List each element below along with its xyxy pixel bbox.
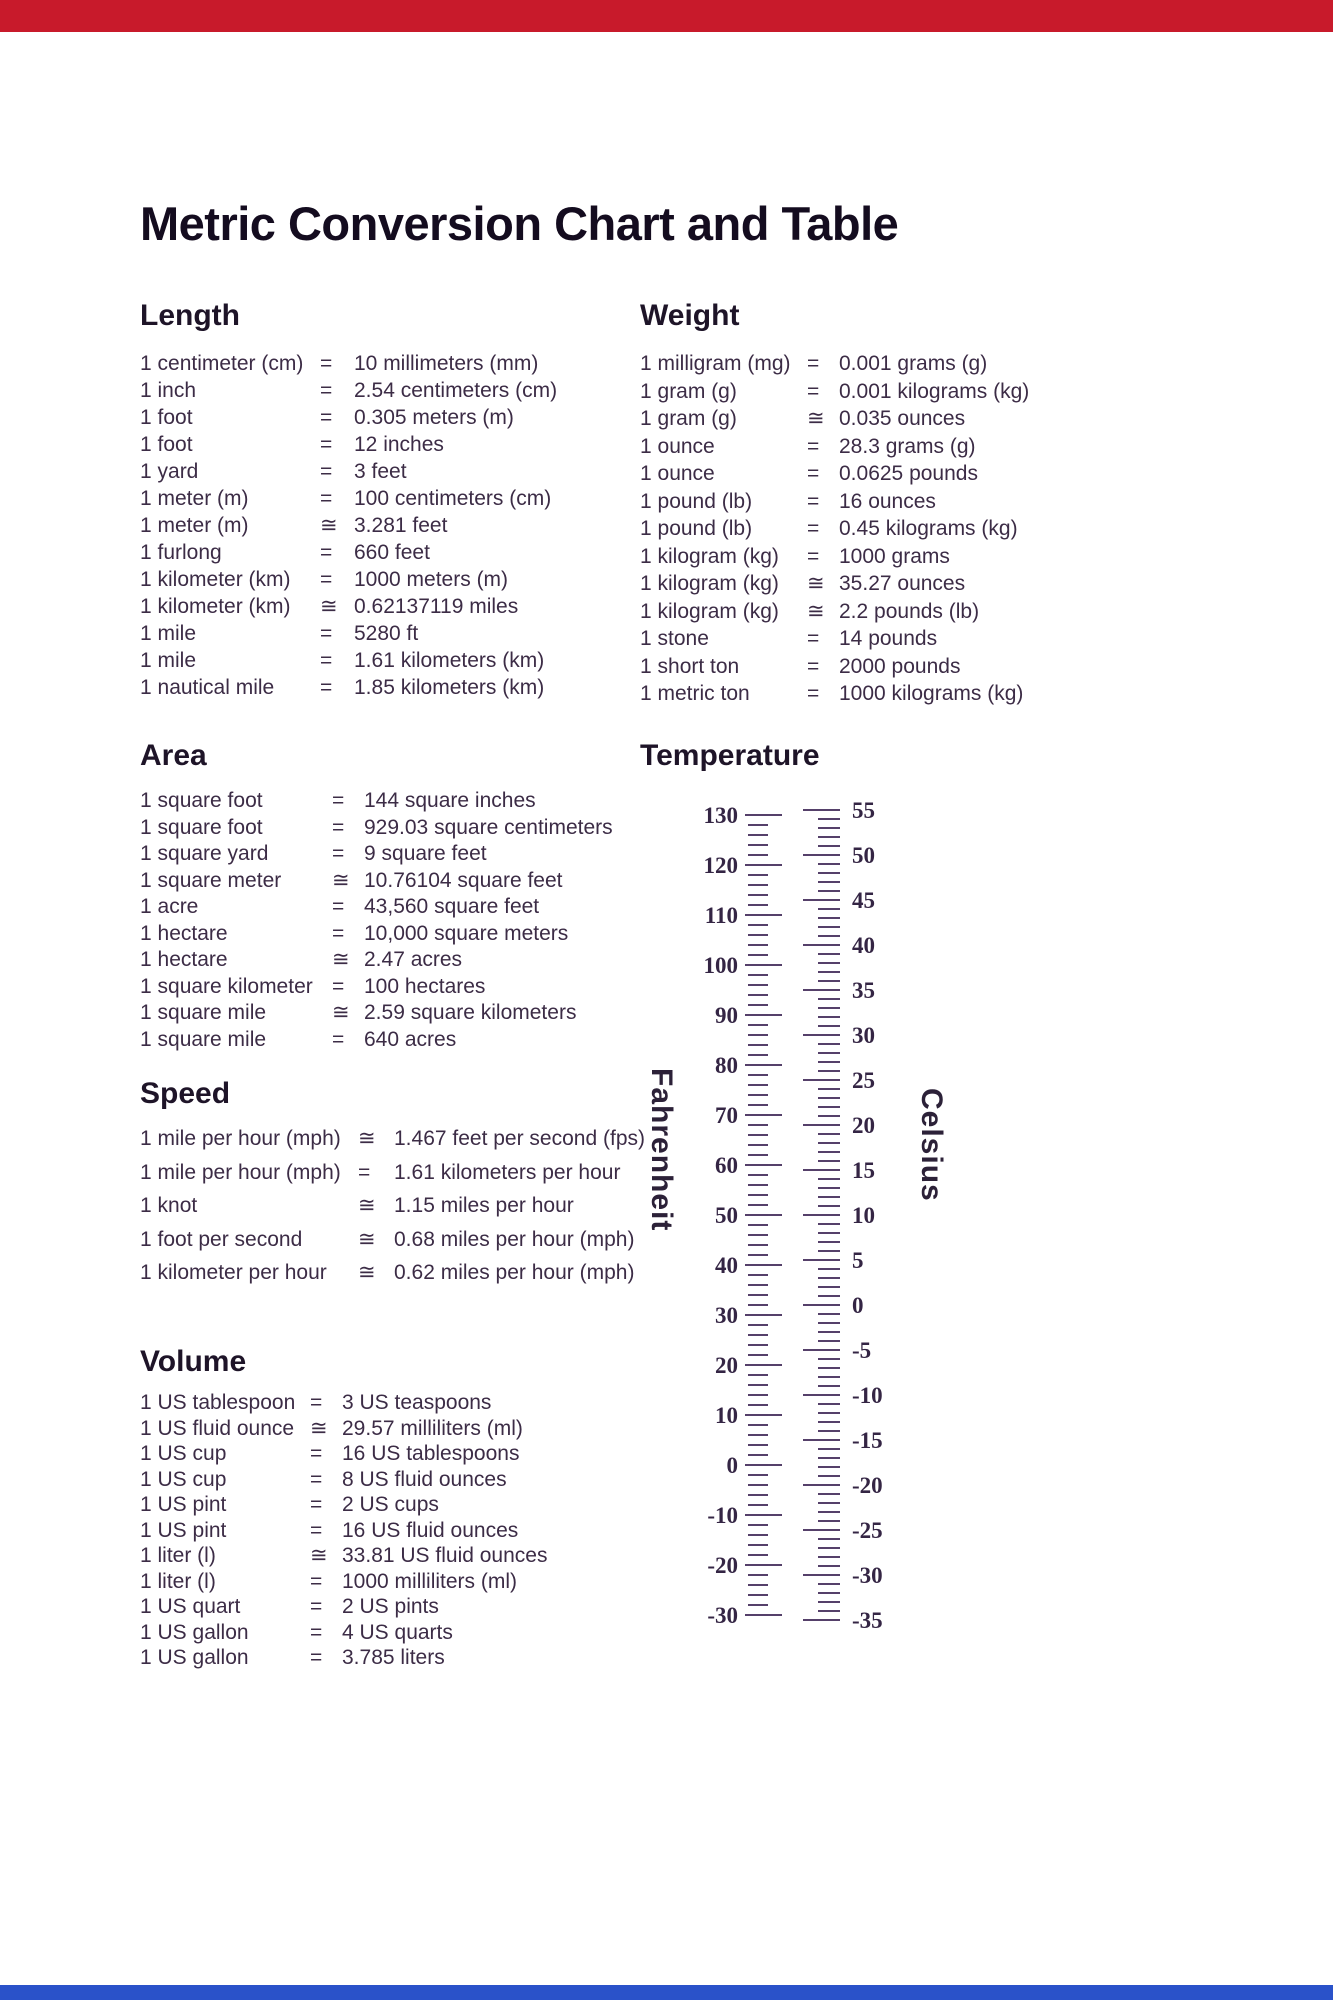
conversion-value: 14 pounds — [839, 627, 938, 650]
conversion-value: 3 feet — [354, 460, 407, 483]
conversion-value: 2.2 pounds (lb) — [839, 599, 980, 623]
conversion-row — [140, 868, 620, 895]
equals-operator: = — [332, 842, 345, 865]
conversion-term: 1 gram (g) — [640, 379, 737, 403]
area-table — [140, 788, 620, 1053]
volume-table — [140, 1390, 620, 1671]
conversion-row — [140, 674, 620, 701]
celsius-tick-label: -20 — [852, 1473, 883, 1498]
celsius-tick-label: 0 — [852, 1293, 864, 1318]
celsius-tick-label: 30 — [852, 1023, 875, 1048]
conversion-value: 0.305 meters (m) — [354, 406, 514, 429]
conversion-row — [140, 1569, 620, 1595]
equals-operator: = — [807, 517, 820, 540]
weight-heading: Weight — [640, 299, 740, 332]
conversion-term: 1 square yard — [140, 842, 269, 865]
conversion-value: 2.47 acres — [364, 948, 463, 971]
conversion-value: 660 feet — [354, 541, 430, 564]
equals-operator: = — [332, 789, 345, 812]
conversion-value: 0.45 kilograms (kg) — [839, 517, 1018, 540]
section-weight — [640, 298, 1200, 708]
celsius-tick-label: 45 — [852, 888, 875, 913]
bottom-blue-bar — [0, 1985, 1333, 2000]
celsius-tick-label: 55 — [852, 800, 875, 823]
top-red-bar — [0, 0, 1333, 32]
conversion-value: 12 inches — [354, 433, 444, 456]
speed-heading: Speed — [140, 1077, 231, 1110]
conversion-row — [140, 1256, 640, 1290]
celsius-tick-label: 40 — [852, 933, 875, 958]
equals-operator: ≅ — [358, 1227, 376, 1251]
conversion-row — [640, 433, 1200, 461]
conversion-row — [140, 647, 620, 674]
conversion-row — [640, 680, 1200, 708]
conversion-value: 1000 kilograms (kg) — [839, 682, 1024, 705]
section-length — [140, 298, 620, 701]
temperature-heading: Temperature — [640, 739, 820, 772]
speed-table — [140, 1122, 645, 1290]
conversion-term: 1 kilometer (km) — [140, 568, 291, 591]
conversion-value: 10 millimeters (mm) — [354, 352, 539, 375]
conversion-term: 1 kilogram (kg) — [640, 599, 779, 623]
conversion-term: 1 square meter — [140, 868, 282, 892]
conversion-term: 1 furlong — [140, 541, 222, 564]
conversion-value: 1000 milliliters (ml) — [342, 1569, 518, 1593]
conversion-row — [140, 1467, 620, 1493]
conversion-row — [640, 488, 1200, 516]
conversion-row — [140, 1620, 620, 1646]
conversion-term: 1 mile per hour (mph) — [140, 1127, 341, 1150]
conversion-term: 1 milligram (mg) — [640, 352, 791, 375]
conversion-term: 1 metric ton — [640, 682, 750, 705]
conversion-row — [140, 350, 620, 377]
conversion-row — [640, 460, 1200, 488]
conversion-row — [140, 566, 620, 593]
conversion-row — [140, 1027, 620, 1054]
conversion-term: 1 square foot — [140, 815, 263, 839]
equals-operator: = — [332, 815, 345, 839]
conversion-term: 1 US gallon — [140, 1646, 249, 1669]
equals-operator: = — [310, 1595, 323, 1618]
celsius-tick-label: -35 — [852, 1608, 883, 1633]
conversion-row — [140, 788, 620, 815]
conversion-value: 28.3 grams (g) — [839, 434, 976, 458]
conversion-value: 35.27 ounces — [839, 572, 966, 595]
page-title: Metric Conversion Chart and Table — [140, 197, 899, 250]
fahrenheit-tick-label: 0 — [726, 1453, 738, 1478]
conversion-row — [140, 458, 620, 485]
equals-operator: ≅ — [332, 1001, 350, 1024]
conversion-value: 0.035 ounces — [839, 407, 966, 430]
equals-operator: = — [332, 1027, 345, 1051]
conversion-term: 1 liter (l) — [140, 1544, 216, 1567]
equals-operator: ≅ — [807, 572, 825, 595]
temperature-scales-chart — [630, 800, 970, 1650]
conversion-term: 1 pound (lb) — [640, 489, 753, 513]
celsius-tick-label: 5 — [852, 1248, 864, 1273]
conversion-term: 1 square foot — [140, 789, 263, 812]
conversion-term: 1 meter (m) — [140, 514, 249, 537]
equals-operator: = — [310, 1493, 323, 1516]
equals-operator: = — [807, 352, 820, 375]
equals-operator: = — [320, 649, 333, 672]
length-table — [140, 350, 620, 701]
conversion-value: 0.0625 pounds — [839, 462, 978, 485]
weight-table — [640, 350, 1200, 708]
equals-operator: = — [320, 487, 333, 510]
equals-operator: ≅ — [358, 1261, 376, 1284]
conversion-term: 1 mile per hour (mph) — [140, 1160, 341, 1184]
conversion-row — [140, 1122, 645, 1156]
conversion-value: 3.785 liters — [342, 1646, 445, 1669]
equals-operator: = — [310, 1518, 323, 1542]
equals-operator: ≅ — [358, 1127, 376, 1150]
equals-operator: = — [807, 682, 820, 705]
equals-operator: = — [807, 654, 820, 678]
equals-operator: = — [807, 379, 820, 403]
conversion-term: 1 US cup — [140, 1442, 227, 1465]
conversion-term: 1 gram (g) — [640, 407, 737, 430]
conversion-row — [140, 1000, 620, 1027]
fahrenheit-tick-label: 80 — [715, 1053, 738, 1078]
conversion-row — [140, 539, 620, 566]
celsius-tick-label: 35 — [852, 978, 875, 1003]
conversion-row — [140, 1543, 620, 1569]
fahrenheit-axis-label: Fahrenheit — [645, 1068, 678, 1232]
conversion-value: 1000 grams — [839, 544, 950, 568]
conversion-row — [140, 1390, 620, 1416]
fahrenheit-tick-label: 120 — [703, 853, 738, 878]
conversion-value: 100 centimeters (cm) — [354, 487, 552, 510]
fahrenheit-tick-label: 10 — [715, 1403, 738, 1428]
fahrenheit-tick-label: -20 — [707, 1553, 738, 1578]
section-speed — [140, 1076, 645, 1290]
equals-operator: = — [807, 434, 820, 458]
conversion-value: 1.61 kilometers (km) — [354, 649, 545, 672]
conversion-term: 1 yard — [140, 460, 199, 483]
conversion-term: 1 stone — [640, 627, 709, 650]
equals-operator: = — [310, 1442, 323, 1465]
equals-operator: ≅ — [310, 1544, 328, 1567]
equals-operator: = — [320, 460, 333, 483]
conversion-term: 1 US tablespoon — [140, 1391, 296, 1414]
equals-operator: = — [320, 433, 333, 456]
conversion-term: 1 US pint — [140, 1493, 227, 1516]
conversion-term: 1 ounce — [640, 434, 715, 458]
conversion-term: 1 kilometer (km) — [140, 595, 291, 618]
conversion-value: 2.54 centimeters (cm) — [354, 379, 558, 402]
conversion-row — [640, 570, 1200, 598]
conversion-row — [640, 598, 1200, 626]
celsius-tick-label: 25 — [852, 1068, 875, 1093]
conversion-term: 1 hectare — [140, 948, 228, 971]
equals-operator: = — [320, 568, 333, 591]
conversion-value: 0.001 grams (g) — [839, 352, 988, 375]
celsius-tick-label: 20 — [852, 1113, 875, 1138]
equals-operator: ≅ — [358, 1194, 376, 1217]
conversion-term: 1 kilometer per hour — [140, 1261, 327, 1284]
conversion-row — [140, 894, 620, 921]
equals-operator: ≅ — [320, 514, 338, 537]
section-area — [140, 738, 620, 1053]
conversion-row — [140, 815, 620, 842]
equals-operator: = — [807, 544, 820, 568]
conversion-row — [140, 593, 620, 620]
conversion-term: 1 centimeter (cm) — [140, 352, 304, 375]
conversion-row — [140, 431, 620, 458]
conversion-term: 1 pound (lb) — [640, 517, 753, 540]
conversion-row — [140, 1645, 620, 1671]
fahrenheit-tick-label: 90 — [715, 1003, 738, 1028]
conversion-row — [140, 1441, 620, 1467]
conversion-term: 1 US cup — [140, 1467, 227, 1491]
conversion-value: 3.281 feet — [354, 514, 448, 537]
conversion-row — [140, 1518, 620, 1544]
equals-operator: = — [320, 622, 333, 645]
conversion-term: 1 US pint — [140, 1518, 227, 1542]
conversion-term: 1 kilogram (kg) — [640, 572, 779, 595]
equals-operator: ≅ — [310, 1416, 328, 1440]
area-heading: Area — [140, 739, 207, 772]
conversion-row — [140, 1189, 640, 1223]
conversion-term: 1 mile — [140, 622, 197, 645]
equals-operator: = — [310, 1467, 323, 1491]
fahrenheit-tick-label: 100 — [703, 953, 738, 978]
fahrenheit-tick-label: 130 — [703, 803, 738, 828]
conversion-row — [640, 625, 1200, 653]
fahrenheit-tick-label: 60 — [715, 1153, 738, 1178]
conversion-row — [640, 378, 1200, 406]
fahrenheit-tick-label: 30 — [715, 1303, 738, 1328]
conversion-row — [140, 1416, 620, 1442]
conversion-value: 29.57 milliliters (ml) — [342, 1416, 523, 1440]
fahrenheit-tick-label: 20 — [715, 1353, 738, 1378]
equals-operator: ≅ — [807, 599, 825, 623]
conversion-value: 640 acres — [364, 1027, 457, 1051]
conversion-value: 0.62 miles per hour (mph) — [394, 1261, 635, 1284]
conversion-value: 2000 pounds — [839, 654, 961, 678]
equals-operator: = — [320, 541, 333, 564]
equals-operator: ≅ — [332, 868, 350, 892]
conversion-value: 8 US fluid ounces — [342, 1467, 507, 1491]
length-heading: Length — [140, 299, 240, 332]
conversion-value: 1.85 kilometers (km) — [354, 676, 545, 699]
conversion-term: 1 US gallon — [140, 1620, 249, 1644]
conversion-term: 1 nautical mile — [140, 676, 275, 699]
equals-operator: = — [807, 462, 820, 485]
equals-operator: ≅ — [332, 948, 350, 971]
conversion-value: 1.61 kilometers per hour — [394, 1160, 621, 1184]
conversion-term: 1 liter (l) — [140, 1569, 216, 1593]
equals-operator: = — [310, 1569, 323, 1593]
conversion-value: 10.76104 square feet — [364, 868, 563, 892]
conversion-row — [140, 377, 620, 404]
conversion-value: 16 US tablespoons — [342, 1442, 520, 1465]
conversion-value: 1.467 feet per second (fps) — [394, 1127, 645, 1150]
conversion-value: 1000 meters (m) — [354, 568, 509, 591]
conversion-term: 1 square mile — [140, 1001, 267, 1024]
conversion-row — [140, 1594, 620, 1620]
conversion-value: 2.59 square kilometers — [364, 1001, 577, 1024]
conversion-term: 1 square kilometer — [140, 974, 313, 998]
conversion-value: 100 hectares — [364, 974, 486, 998]
equals-operator: = — [320, 379, 333, 402]
conversion-row — [140, 947, 620, 974]
conversion-term: 1 US quart — [140, 1595, 241, 1618]
conversion-row — [140, 620, 620, 647]
equals-operator: = — [310, 1391, 323, 1414]
conversion-value: 16 ounces — [839, 489, 936, 513]
conversion-value: 10,000 square meters — [364, 921, 569, 945]
conversion-value: 1.15 miles per hour — [394, 1194, 574, 1217]
celsius-tick-label: -10 — [852, 1383, 883, 1408]
equals-operator: = — [358, 1160, 371, 1184]
conversion-value: 0.68 miles per hour (mph) — [394, 1227, 635, 1251]
fahrenheit-tick-label: -30 — [707, 1603, 738, 1628]
conversion-row — [640, 543, 1200, 571]
equals-operator: = — [310, 1620, 323, 1644]
conversion-row — [140, 512, 620, 539]
conversion-row — [140, 1223, 640, 1257]
conversion-value: 9 square feet — [364, 842, 487, 865]
conversion-row — [140, 841, 620, 868]
conversion-value: 33.81 US fluid ounces — [342, 1544, 548, 1567]
fahrenheit-tick-label: 110 — [704, 903, 738, 928]
conversion-row — [140, 1156, 640, 1190]
conversion-term: 1 US fluid ounce — [140, 1416, 295, 1440]
conversion-value: 5280 ft — [354, 622, 419, 645]
conversion-row — [140, 485, 620, 512]
celsius-tick-label: 50 — [852, 843, 875, 868]
temperature-ruler — [630, 800, 970, 1650]
celsius-tick-label: -5 — [852, 1338, 872, 1363]
equals-operator: = — [807, 489, 820, 513]
conversion-row — [640, 653, 1200, 681]
conversion-term: 1 square mile — [140, 1027, 267, 1051]
celsius-axis-label: Celsius — [915, 1088, 948, 1202]
conversion-term: 1 kilogram (kg) — [640, 544, 779, 568]
conversion-value: 43,560 square feet — [364, 895, 540, 918]
conversion-term: 1 foot — [140, 433, 193, 456]
equals-operator: ≅ — [320, 595, 338, 618]
equals-operator: ≅ — [807, 407, 825, 430]
section-volume — [140, 1344, 620, 1671]
celsius-tick-label: 10 — [852, 1203, 875, 1228]
conversion-term: 1 meter (m) — [140, 487, 249, 510]
celsius-tick-label: -30 — [852, 1563, 883, 1588]
conversion-value: 4 US quarts — [342, 1620, 453, 1644]
fahrenheit-tick-label: 40 — [715, 1253, 738, 1278]
conversion-term: 1 foot — [140, 406, 193, 429]
celsius-tick-label: -25 — [852, 1518, 883, 1543]
conversion-value: 2 US cups — [342, 1493, 439, 1516]
conversion-value: 0.001 kilograms (kg) — [839, 379, 1030, 403]
equals-operator: = — [332, 921, 345, 945]
fahrenheit-tick-label: -10 — [707, 1503, 738, 1528]
conversion-term: 1 mile — [140, 649, 197, 672]
conversion-row — [640, 350, 1200, 378]
conversion-term: 1 short ton — [640, 654, 740, 678]
equals-operator: = — [320, 406, 333, 429]
conversion-term: 1 acre — [140, 895, 199, 918]
equals-operator: = — [320, 352, 333, 375]
equals-operator: = — [332, 974, 345, 998]
conversion-term: 1 ounce — [640, 462, 715, 485]
conversion-row — [140, 404, 620, 431]
equals-operator: = — [320, 676, 333, 699]
conversion-term: 1 inch — [140, 379, 197, 402]
equals-operator: = — [310, 1646, 323, 1669]
equals-operator: = — [807, 627, 820, 650]
conversion-value: 16 US fluid ounces — [342, 1518, 519, 1542]
conversion-term: 1 hectare — [140, 921, 228, 945]
conversion-value: 3 US teaspoons — [342, 1391, 492, 1414]
equals-operator: = — [332, 895, 345, 918]
conversion-value: 2 US pints — [342, 1595, 439, 1618]
conversion-term: 1 foot per second — [140, 1227, 303, 1251]
conversion-value: 144 square inches — [364, 789, 536, 812]
fahrenheit-tick-label: 50 — [715, 1203, 738, 1228]
volume-heading: Volume — [140, 1345, 247, 1378]
conversion-value: 0.62137119 miles — [354, 595, 519, 618]
conversion-row — [140, 974, 620, 1001]
conversion-row — [640, 515, 1200, 543]
conversion-row — [140, 1492, 620, 1518]
conversion-row — [640, 405, 1200, 433]
fahrenheit-tick-label: 70 — [715, 1103, 738, 1128]
section-temperature — [640, 738, 1200, 774]
conversion-term: 1 knot — [140, 1194, 198, 1217]
celsius-tick-label: 15 — [852, 1158, 875, 1183]
celsius-tick-label: -15 — [852, 1428, 883, 1453]
conversion-value: 929.03 square centimeters — [364, 815, 613, 839]
conversion-row — [140, 921, 620, 948]
